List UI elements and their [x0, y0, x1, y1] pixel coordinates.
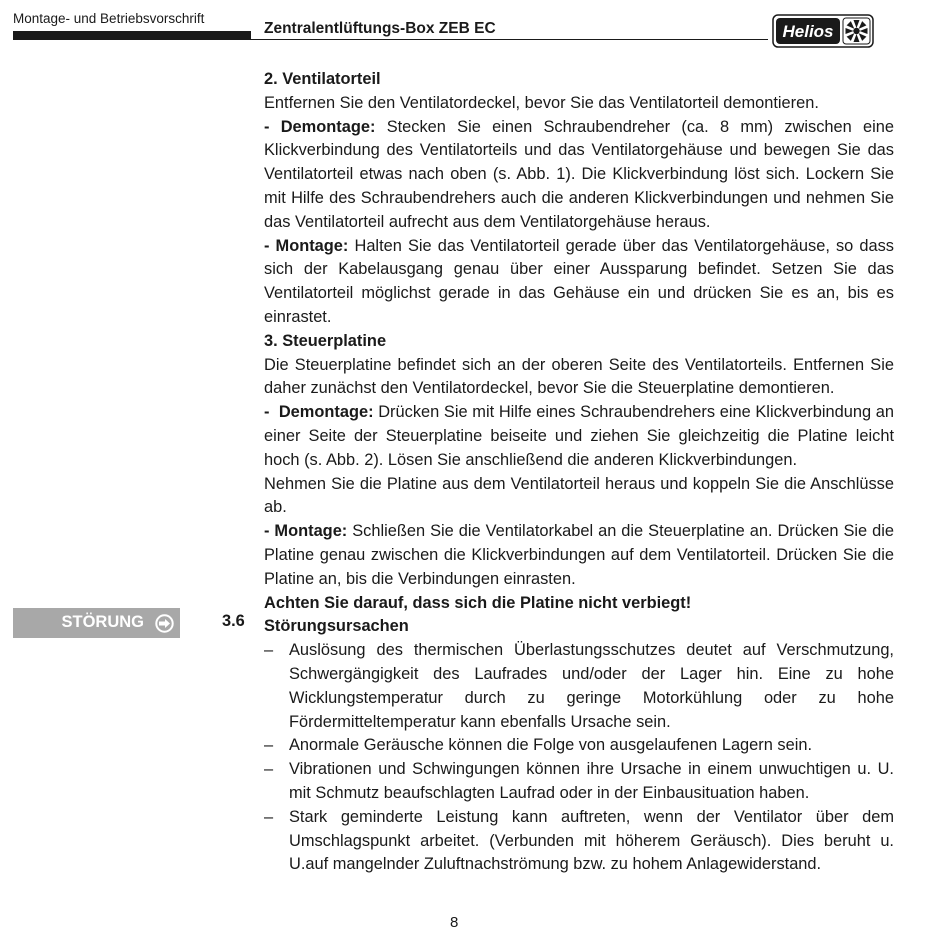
section-heading-stoerungsursachen: Störungsursachen — [264, 617, 409, 636]
header-thin-rule — [250, 39, 768, 40]
logo-text: Helios — [782, 22, 834, 41]
page-number: 8 — [450, 914, 459, 931]
header-thick-rule — [13, 31, 251, 40]
section-number: 3.6 — [222, 612, 245, 630]
list-item: – Auslösung des thermischen Überlastungsschutzes deutet auf Verschmutzung, Schwergängigkeit des Laufrades und/oder der Lager hin. Eine zu hohe Wicklungstemperatur durch zu geringe Motorkühlung oder zu hohe Fördermitteltemperatur kann ebenfalls Ursache sein. — [264, 639, 894, 734]
bullet-dash: – — [264, 807, 274, 826]
header-doc-type: Montage- und Betriebsvorschrift — [13, 11, 205, 26]
bullet-dash: – — [264, 760, 274, 779]
section-heading-ventilatorteil: 2. Ventilatorteil — [264, 70, 381, 88]
paragraph: - Montage: Halten Sie das Ventilatorteil gerade über das Ventilatorgehäuse, so dass sich der Kabelausgang genau über einer Aussparung befindet. Setzen Sie das Ventilatorteil möglichst gerade in das Gehäuse ein und drücken Sie es an, bis es einrastet. — [264, 236, 894, 326]
paragraph: Nehmen Sie die Platine aus dem Ventilatorteil heraus und koppeln Sie die Anschlüsse ab. — [264, 474, 894, 517]
bullet-dash: – — [264, 641, 274, 660]
paragraph: - Montage: Schließen Sie die Ventilatorkabel an die Steuerplatine an. Drücken Sie die Platine genau zwischen die Klickverbindungen auf dem Ventilatorteil. Drücken Sie die Platine an, bis die Verbindungen einrasten. — [264, 522, 894, 588]
paragraph: - Demontage: Stecken Sie einen Schraubendreher (ca. 8 mm) zwischen eine Klickverbindung des Ventilatorteils und das Ventilatorgehäuse und bewegen Sie das Ventilatorteil etwas nach oben (s. Abb. 1). Die Klickverbindung löst sich. Lockern Sie mit Hilfe des Schraubendrehers auch die anderen Klickverbindungen und nehmen Sie das Ventilatorteil aufrecht aus dem Ventilatorgehäuse heraus. — [264, 117, 894, 231]
bullet-list — [264, 639, 894, 877]
list-item: – Stark geminderte Leistung kann auftreten, wenn der Ventilator über dem Umschlagspunkt arbeitet. (Verbunden mit höherem Geräusch). Dies beruht u. U.auf mangelnder Zuluftnachströmung bzw. zu hohem Anlagewiderstand. — [264, 806, 894, 877]
helios-logo — [772, 14, 874, 48]
paragraph: Die Steuerplatine befindet sich an der oberen Seite des Ventilatorteils. Entfernen Sie daher zunächst den Ventilatordeckel, bevor Sie die Steuerplatine demontieren. — [264, 355, 894, 398]
section-heading-steuerplatine: 3. Steuerplatine — [264, 331, 387, 350]
paragraph: - Demontage: Drücken Sie mit Hilfe eines Schraubendrehers eine Klickverbindung an einer Seite der Steuerplatine beiseite und ziehen Sie gleichzeitig die Platine leicht hoch (s. Abb. 2). Lösen Sie anschließend die anderen Klickverbindungen. — [264, 403, 894, 469]
main-content — [264, 68, 894, 877]
paragraph: Entfernen Sie den Ventilatordeckel, bevor Sie das Ventilatorteil demontieren. — [264, 93, 819, 112]
bullet-dash: – — [264, 736, 274, 755]
arrow-right-circle-icon — [155, 614, 174, 633]
list-item: – Vibrationen und Schwingungen können ihre Ursache in einem unwuchtigen u. U. mit Schmutz beaufschlagten Laufrad oder in der Einbausituation haben. — [264, 758, 894, 806]
badge-label: STÖRUNG — [61, 613, 144, 631]
stoerung-badge — [13, 608, 180, 638]
warning-text: Achten Sie darauf, dass sich die Platine nicht verbiegt! — [264, 593, 692, 612]
list-item: – Anormale Geräusche können die Folge von ausgelaufenen Lagern sein. — [264, 734, 894, 758]
fan-icon — [846, 20, 868, 42]
header-title: Zentralentlüftungs-Box ZEB EC — [264, 20, 496, 37]
